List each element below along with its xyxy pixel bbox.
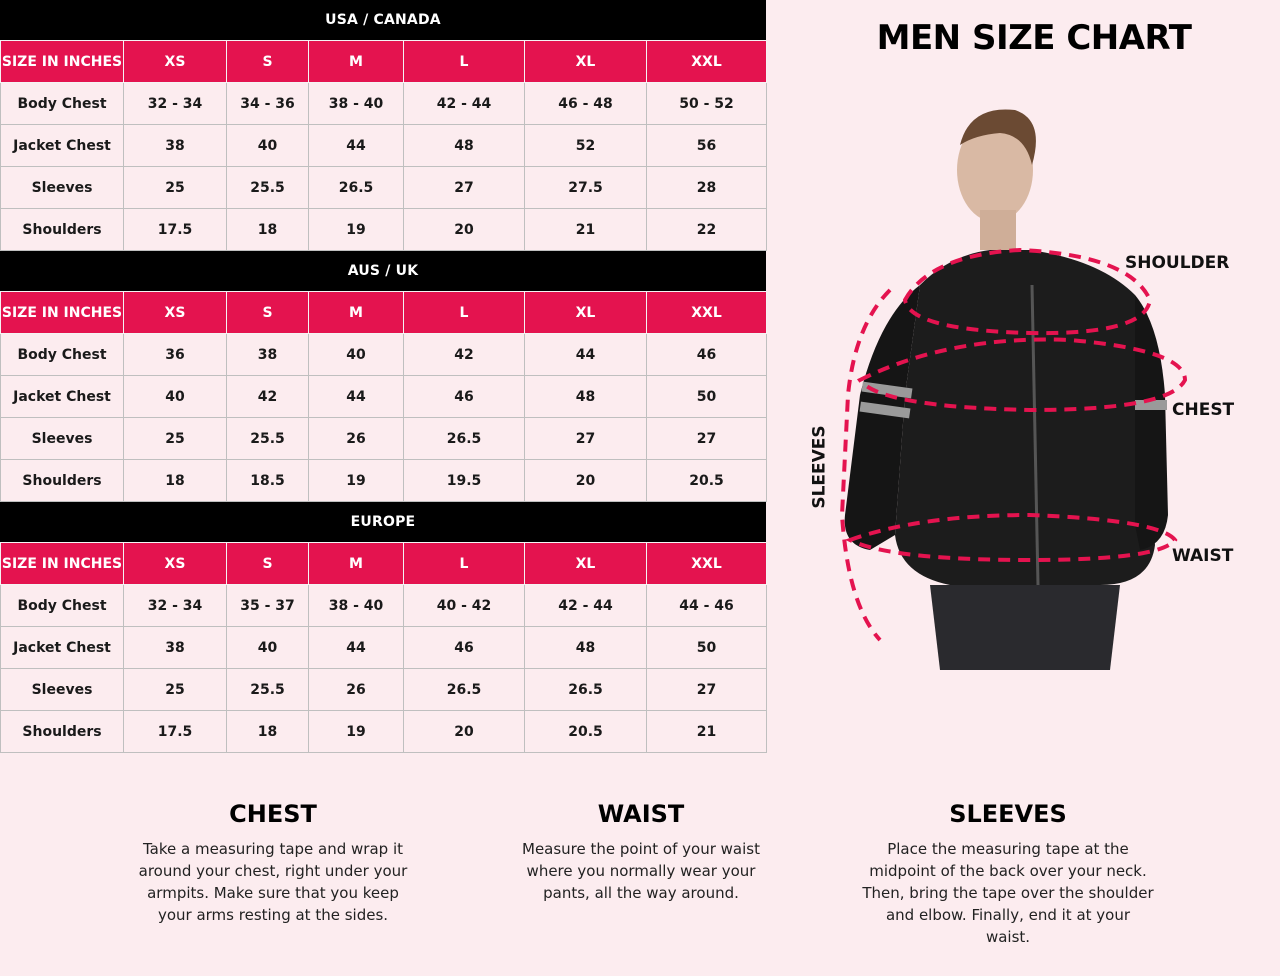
- measurement-value: 48: [404, 125, 525, 167]
- measurement-value: 18: [227, 711, 309, 753]
- table-row: [1, 585, 767, 627]
- size-unit-header: SIZE IN INCHES: [1, 41, 124, 83]
- size-header-cell: S: [227, 543, 309, 585]
- size-header-cell: XS: [124, 41, 227, 83]
- measurement-value: 56: [647, 125, 767, 167]
- table-row: [1, 334, 767, 376]
- measurement-value: 44 - 46: [647, 585, 767, 627]
- table-header-row: [1, 41, 767, 83]
- measurement-value: 46: [647, 334, 767, 376]
- waist-label: WAIST: [1172, 546, 1234, 566]
- measurement-value: 25.5: [227, 167, 309, 209]
- measurement-value: 42: [404, 334, 525, 376]
- size-unit-header: SIZE IN INCHES: [1, 543, 124, 585]
- measurement-value: 26.5: [525, 669, 647, 711]
- table-row: [1, 711, 767, 753]
- measurement-value: 18: [124, 460, 227, 502]
- measurement-value: 46: [404, 627, 525, 669]
- measurement-value: 44: [309, 376, 404, 418]
- size-header-cell: M: [309, 543, 404, 585]
- measurement-value: 19: [309, 209, 404, 251]
- size-header-cell: XS: [124, 292, 227, 334]
- measurement-value: 18: [227, 209, 309, 251]
- jacket-right-sleeve: [1135, 295, 1168, 550]
- table-row: [1, 460, 767, 502]
- measurement-value: 25: [124, 418, 227, 460]
- measurement-value: 27.5: [525, 167, 647, 209]
- chest-info-heading: CHEST: [229, 800, 317, 828]
- measurement-value: 28: [647, 167, 767, 209]
- size-header-cell: M: [309, 292, 404, 334]
- measurement-label: Shoulders: [1, 209, 124, 251]
- measurement-value: 17.5: [124, 711, 227, 753]
- page-title: MEN SIZE CHART: [876, 18, 1192, 58]
- measurement-label: Shoulders: [1, 460, 124, 502]
- model-pants: [930, 585, 1120, 670]
- measurement-value: 25.5: [227, 669, 309, 711]
- chest-info: [138, 800, 408, 926]
- measurement-value: 20.5: [647, 460, 767, 502]
- region-header: AUS / UK: [0, 251, 766, 291]
- measurement-value: 20: [404, 209, 525, 251]
- measurement-value: 44: [309, 627, 404, 669]
- measurement-value: 38: [227, 334, 309, 376]
- measurement-label: Sleeves: [1, 418, 124, 460]
- measurement-value: 21: [647, 711, 767, 753]
- table-row: [1, 418, 767, 460]
- size-header-cell: XL: [525, 41, 647, 83]
- measurement-value: 25.5: [227, 418, 309, 460]
- measurement-value: 17.5: [124, 209, 227, 251]
- measurement-value: 25: [124, 167, 227, 209]
- measurement-value: 52: [525, 125, 647, 167]
- measurement-label: Body Chest: [1, 334, 124, 376]
- measurement-label: Jacket Chest: [1, 125, 124, 167]
- size-header-cell: L: [404, 41, 525, 83]
- measurement-label: Sleeves: [1, 167, 124, 209]
- table-row: [1, 125, 767, 167]
- measurement-value: 32 - 34: [124, 585, 227, 627]
- jacket-model-illustration: [800, 95, 1270, 685]
- size-table: [0, 40, 767, 251]
- table-row: [1, 669, 767, 711]
- table-row: [1, 209, 767, 251]
- chest-label: CHEST: [1172, 400, 1235, 420]
- size-header-cell: L: [404, 543, 525, 585]
- measurement-value: 19.5: [404, 460, 525, 502]
- waist-info-text: Measure the point of your waist where you normally wear your pants, all the way around.: [522, 840, 760, 902]
- jacket-body: [895, 250, 1155, 585]
- size-header-cell: XXL: [647, 292, 767, 334]
- measurement-value: 26.5: [404, 669, 525, 711]
- table-row: [1, 376, 767, 418]
- measurement-value: 42 - 44: [404, 83, 525, 125]
- waist-info: [510, 800, 772, 904]
- measurement-value: 26: [309, 669, 404, 711]
- measurement-value: 19: [309, 460, 404, 502]
- size-tables: [0, 0, 766, 753]
- measurement-label: Sleeves: [1, 669, 124, 711]
- size-header-cell: XL: [525, 543, 647, 585]
- measurement-value: 22: [647, 209, 767, 251]
- measurement-value: 40: [227, 627, 309, 669]
- measurement-label: Body Chest: [1, 585, 124, 627]
- sleeves-label: SLEEVES: [809, 425, 830, 509]
- table-header-row: [1, 292, 767, 334]
- size-header-cell: L: [404, 292, 525, 334]
- measurement-value: 48: [525, 627, 647, 669]
- size-unit-header: SIZE IN INCHES: [1, 292, 124, 334]
- measurement-value: 48: [525, 376, 647, 418]
- measurement-label: Jacket Chest: [1, 627, 124, 669]
- shoulder-label: SHOULDER: [1125, 253, 1230, 273]
- measurement-value: 25: [124, 669, 227, 711]
- size-header-cell: XL: [525, 292, 647, 334]
- table-row: [1, 83, 767, 125]
- size-header-cell: XS: [124, 543, 227, 585]
- measurement-value: 18.5: [227, 460, 309, 502]
- sleeves-info-text: Place the measuring tape at the midpoint of the back over your neck. Then, bring the tape over the shoulder and elbow. Finally, end it at your waist.: [862, 840, 1154, 946]
- size-header-cell: XXL: [647, 543, 767, 585]
- measurement-value: 38 - 40: [309, 83, 404, 125]
- measurement-value: 40: [227, 125, 309, 167]
- measurement-value: 38 - 40: [309, 585, 404, 627]
- measurement-value: 40 - 42: [404, 585, 525, 627]
- size-header-cell: S: [227, 41, 309, 83]
- measurement-value: 20.5: [525, 711, 647, 753]
- measurement-value: 42: [227, 376, 309, 418]
- sleeves-info: [862, 800, 1154, 948]
- measurement-value: 44: [525, 334, 647, 376]
- measurement-value: 50: [647, 627, 767, 669]
- table-header-row: [1, 543, 767, 585]
- measurement-value: 38: [124, 627, 227, 669]
- measurement-value: 35 - 37: [227, 585, 309, 627]
- measurement-value: 26.5: [309, 167, 404, 209]
- measurement-value: 27: [525, 418, 647, 460]
- size-table: [0, 542, 767, 753]
- region-header: USA / CANADA: [0, 0, 766, 40]
- measurement-value: 42 - 44: [525, 585, 647, 627]
- measurement-value: 32 - 34: [124, 83, 227, 125]
- measurement-value: 38: [124, 125, 227, 167]
- measurement-value: 46: [404, 376, 525, 418]
- measurement-value: 27: [647, 669, 767, 711]
- measurement-value: 36: [124, 334, 227, 376]
- table-row: [1, 167, 767, 209]
- measurement-value: 26.5: [404, 418, 525, 460]
- measurement-value: 44: [309, 125, 404, 167]
- measurement-value: 50: [647, 376, 767, 418]
- size-header-cell: M: [309, 41, 404, 83]
- measurement-value: 46 - 48: [525, 83, 647, 125]
- measurement-value: 27: [404, 167, 525, 209]
- size-header-cell: S: [227, 292, 309, 334]
- measurement-value: 27: [647, 418, 767, 460]
- chest-info-text: Take a measuring tape and wrap it around your chest, right under your armpits. Make sure that you keep your arms resting at the sides.: [138, 840, 408, 924]
- measurement-value: 26: [309, 418, 404, 460]
- measurement-label: Jacket Chest: [1, 376, 124, 418]
- table-row: [1, 627, 767, 669]
- measurement-value: 34 - 36: [227, 83, 309, 125]
- size-table: [0, 291, 767, 502]
- measurement-value: 40: [124, 376, 227, 418]
- sleeves-info-heading: SLEEVES: [949, 800, 1067, 828]
- region-header: EUROPE: [0, 502, 766, 542]
- measurement-value: 20: [525, 460, 647, 502]
- measurement-value: 19: [309, 711, 404, 753]
- measurement-label: Shoulders: [1, 711, 124, 753]
- measurement-label: Body Chest: [1, 83, 124, 125]
- model-neck: [980, 210, 1016, 250]
- measurement-value: 21: [525, 209, 647, 251]
- size-header-cell: XXL: [647, 41, 767, 83]
- measurement-value: 40: [309, 334, 404, 376]
- jacket-figure: [800, 95, 1270, 685]
- measurement-value: 50 - 52: [647, 83, 767, 125]
- waist-info-heading: WAIST: [597, 800, 685, 828]
- measurement-value: 20: [404, 711, 525, 753]
